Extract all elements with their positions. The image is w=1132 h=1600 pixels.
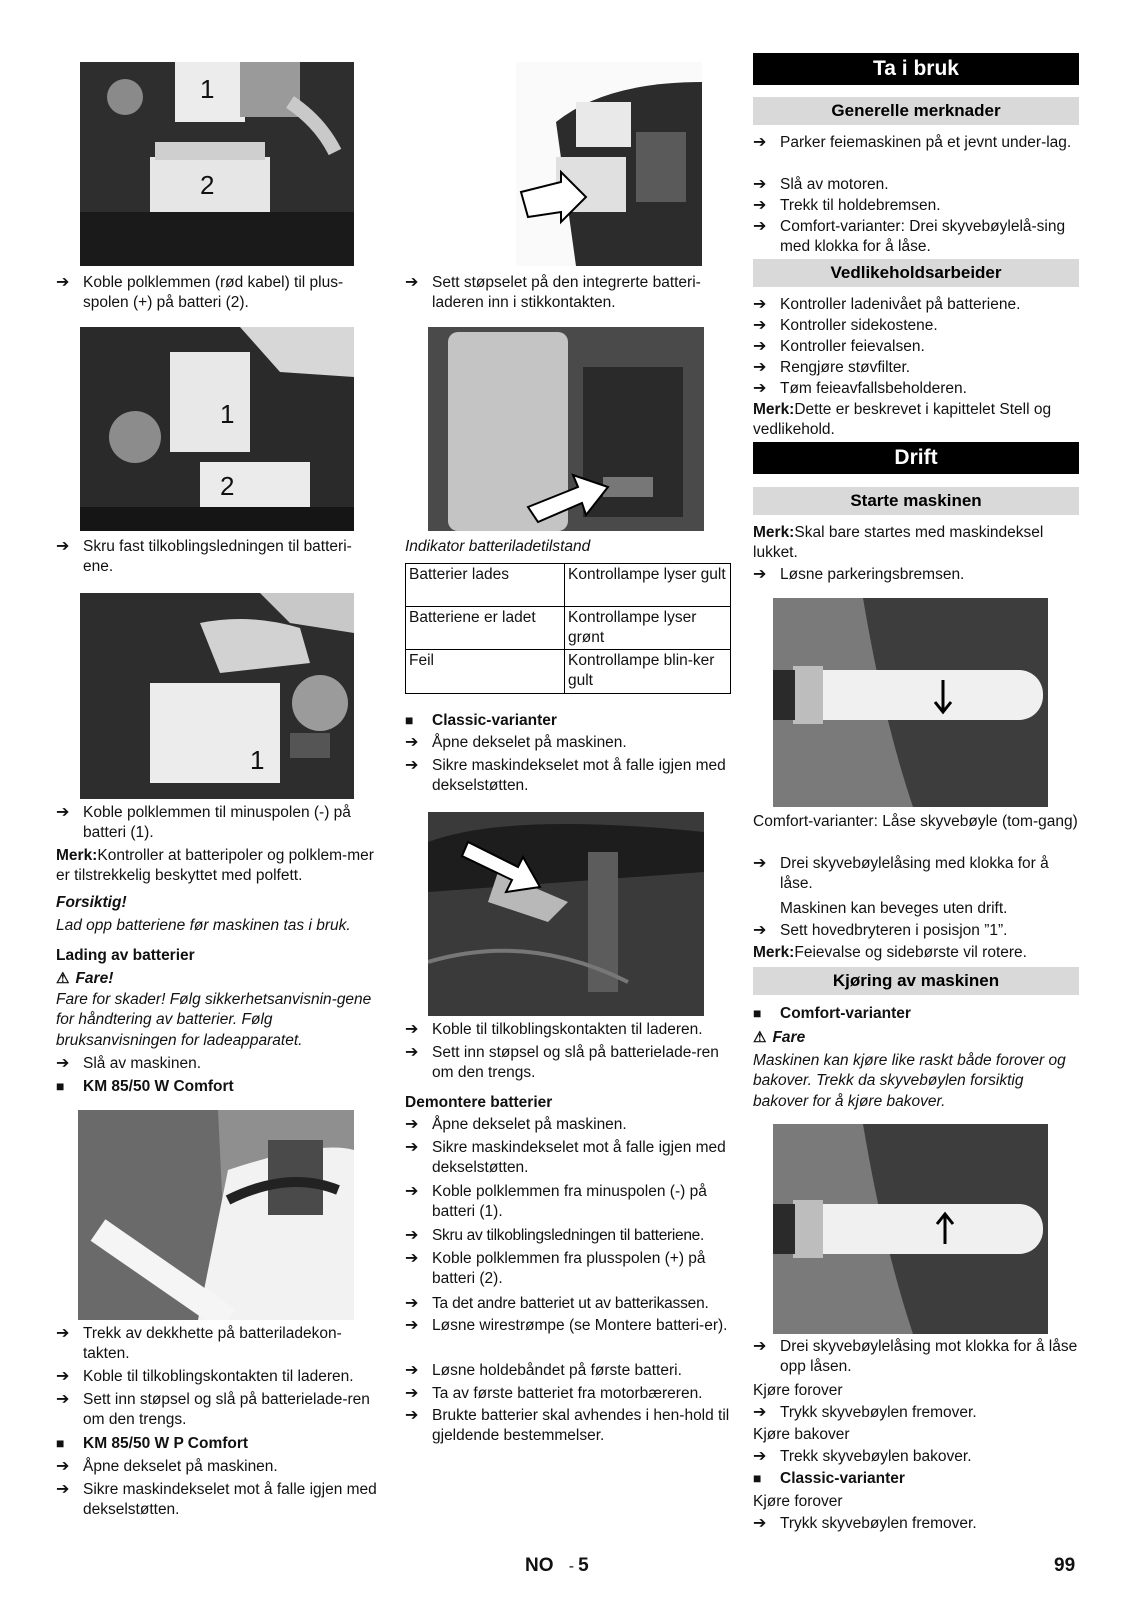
step: [56, 1390, 378, 1431]
caution-text: Lad opp batteriene før maskinen tas i bruk.: [56, 917, 351, 934]
variant-label: Classic-varianter: [780, 1470, 905, 1487]
section-heading: Lading av batterier: [56, 947, 195, 964]
arrow-right-icon: ➔: [56, 274, 70, 291]
variant-label: KM 85/50 W Comfort: [83, 1078, 234, 1095]
fig2-label-1: 1: [220, 399, 235, 429]
warning-triangle-icon: ⚠: [753, 1029, 767, 1047]
step-text: Brukte batterier skal avhendes i hen-hold til gjeldende bestemmelser.: [432, 1407, 730, 1445]
step-text: Åpne dekselet på maskinen.: [432, 734, 627, 751]
arrow-right-icon: ➔: [753, 359, 767, 376]
drive-forward-label: Kjøre forover: [753, 1493, 843, 1510]
variant-bullet: [753, 1469, 1079, 1489]
note-label: Merk:: [753, 524, 795, 541]
arrow-right-icon: ➔: [753, 1338, 767, 1355]
step-text: Trykk skyvebøylen fremover.: [780, 1404, 977, 1421]
drive-backward-label: Kjøre bakover: [753, 1426, 850, 1443]
step: [405, 756, 731, 797]
step: [405, 1361, 731, 1381]
subsection-title-bar: Starte maskinen: [753, 487, 1079, 515]
arrow-right-icon: ➔: [405, 1317, 419, 1334]
note: [753, 400, 1079, 441]
step-text: Kontroller sidekostene.: [780, 317, 938, 334]
arrow-right-icon: ➔: [56, 1325, 70, 1342]
step-text: Drei skyvebøylelåsing mot klokka for å låse opp låsen.: [780, 1338, 1078, 1376]
arrow-right-icon: ➔: [405, 1044, 419, 1061]
footer-lang-code: NO: [525, 1555, 554, 1576]
step-text: Sett inn støpsel og slå på batterielade-ren om den trengs.: [83, 1391, 370, 1429]
step-text: Koble polklemmen fra minuspolen (-) på batteri (1).: [432, 1183, 707, 1221]
note-label: Merk:: [753, 944, 795, 961]
arrow-right-icon: ➔: [405, 1362, 419, 1379]
step: [753, 379, 1079, 399]
arrow-right-icon: ➔: [753, 566, 767, 583]
square-bullet-icon: ■: [753, 1470, 762, 1486]
danger-title-row: [753, 1028, 805, 1048]
step-text: Ta det andre batteriet ut av batterikassen.: [432, 1295, 709, 1312]
step: [56, 1367, 378, 1387]
fig1-label-1: 1: [200, 74, 215, 104]
danger-title: Fare!: [75, 970, 114, 987]
table-cell: Kontrollampe blin-ker gult: [565, 650, 731, 693]
arrow-right-icon: ➔: [405, 1250, 419, 1267]
table-cell: Kontrollampe lyser gult: [565, 564, 731, 607]
fig3-label-1: 1: [250, 745, 265, 775]
step: [405, 1406, 731, 1447]
arrow-right-icon: ➔: [753, 338, 767, 355]
step: [753, 217, 1079, 258]
step-text: Koble polklemmen (rød kabel) til plus-spolen (+) på batteri (2).: [83, 274, 344, 312]
footer-separator: -: [568, 1558, 575, 1575]
note-text: Feievalse og sidebørste vil rotere.: [794, 944, 1027, 961]
step-text: Trykk skyvebøylen fremover.: [780, 1515, 977, 1532]
arrow-right-icon: ➔: [405, 1021, 419, 1038]
charge-indicator-table: [405, 563, 731, 694]
arrow-right-icon: ➔: [753, 1448, 767, 1465]
table-row: [406, 564, 731, 607]
step: [56, 1480, 378, 1521]
danger-title: Fare: [772, 1029, 806, 1046]
section-title-bar: Drift: [753, 442, 1079, 474]
step: [753, 295, 1079, 315]
photo-push-handle-unlock: [773, 1124, 1048, 1334]
step: [405, 1226, 731, 1246]
arrow-right-icon: ➔: [753, 296, 767, 313]
step-text: Rengjøre støvfilter.: [780, 359, 911, 376]
arrow-right-icon: ➔: [405, 1407, 419, 1424]
step-text: Sikre maskindekselet mot å falle igjen med dekselstøtten.: [83, 1481, 377, 1519]
photo-classic-charger-connector: [428, 812, 704, 1016]
step: [753, 337, 1079, 357]
photo-battery-minus-terminal: [80, 593, 354, 799]
step-text: Trekk skyvebøylen bakover.: [780, 1448, 972, 1465]
danger-text: Fare for skader! Følg sikkerhetsanvisnin-gene for håndtering av batterier. Følg bruksanvisningen for ladeapparatet.: [56, 991, 372, 1049]
photo-integrated-charger: [516, 62, 702, 266]
step-text: Koble til tilkoblingskontakten til laderen.: [83, 1368, 354, 1385]
step: [56, 273, 378, 314]
table-caption: Indikator batteriladetilstand: [405, 538, 591, 555]
danger-title-row: [56, 969, 113, 989]
note-text: Dette er beskrevet i kapittelet Stell og vedlikehold.: [753, 401, 1052, 439]
photo-battery-plus-terminal: [80, 62, 354, 266]
variant-label: KM 85/50 W P Comfort: [83, 1435, 249, 1452]
step: [405, 1249, 731, 1290]
note-label: Merk:: [753, 401, 795, 418]
footer-lang: [525, 1553, 589, 1578]
step: [753, 133, 1079, 153]
step-text: Kontroller ladenivået på batteriene.: [780, 296, 1021, 313]
subsection-title-bar: Generelle merknader: [753, 97, 1079, 125]
arrow-right-icon: ➔: [753, 317, 767, 334]
arrow-right-icon: ➔: [405, 1227, 419, 1244]
photo-charger-socket: [78, 1110, 354, 1320]
step: [405, 1043, 731, 1084]
page-number: 99: [1054, 1555, 1076, 1576]
step-text: Kontroller feievalsen.: [780, 338, 925, 355]
comfort-lock-text: Comfort-varianter: Låse skyvebøyle (tom-gang): [753, 813, 1078, 830]
arrow-right-icon: ➔: [753, 197, 767, 214]
step-text: Skru fast tilkoblingsledningen til batteri-ene.: [83, 538, 352, 576]
step: [405, 1138, 731, 1179]
photo-push-handle-lock: [773, 598, 1048, 807]
step-text: Skru av tilkoblingsledningen til batteriene.: [432, 1227, 704, 1244]
drive-forward-label: Kjøre forover: [753, 1382, 843, 1399]
step: [753, 196, 1079, 216]
arrow-right-icon: ➔: [405, 1116, 419, 1133]
subsection-title-bar: Vedlikeholdsarbeider: [753, 259, 1079, 287]
note: [56, 846, 378, 887]
step: [56, 803, 378, 844]
variant-label: Comfort-varianter: [780, 1005, 911, 1022]
step-text: Koble til tilkoblingskontakten til laderen.: [432, 1021, 703, 1038]
step-text: Løsne holdebåndet på første batteri.: [432, 1362, 682, 1379]
arrow-right-icon: ➔: [753, 1515, 767, 1532]
step-text: Åpne dekselet på maskinen.: [432, 1116, 627, 1133]
step-text: Slå av maskinen.: [83, 1055, 202, 1072]
variant-bullet: [56, 1434, 378, 1454]
arrow-right-icon: ➔: [753, 380, 767, 397]
arrow-right-icon: ➔: [405, 757, 419, 774]
step: [753, 1337, 1079, 1378]
step: [753, 854, 1079, 895]
fig1-label-2: 2: [200, 170, 215, 200]
step-text: Løsne parkeringsbremsen.: [780, 566, 965, 583]
step-text: Ta av første batteriet fra motorbæreren.: [432, 1385, 703, 1402]
arrow-right-icon: ➔: [56, 1391, 70, 1408]
caution-title: Forsiktig!: [56, 894, 127, 911]
step-text: Sikre maskindekselet mot å falle igjen med dekselstøtten.: [432, 1139, 726, 1177]
step-text: Drei skyvebøylelåsing med klokka for å låse.: [780, 855, 1049, 893]
arrow-right-icon: ➔: [405, 1385, 419, 1402]
table-row: [406, 607, 731, 650]
arrow-right-icon: ➔: [405, 274, 419, 291]
arrow-right-icon: ➔: [56, 804, 70, 821]
section-title-bar: Ta i bruk: [753, 53, 1079, 85]
step: [405, 1384, 731, 1404]
step: [753, 921, 1079, 941]
arrow-right-icon: ➔: [753, 855, 767, 872]
note-label: Merk:: [56, 847, 98, 864]
warning-triangle-icon: ⚠: [56, 970, 70, 988]
step-result: Maskinen kan beveges uten drift.: [780, 900, 1008, 917]
arrow-right-icon: ➔: [405, 1183, 419, 1200]
step-text: Trekk til holdebremsen.: [780, 197, 941, 214]
square-bullet-icon: ■: [56, 1435, 65, 1451]
table-row: [406, 650, 731, 693]
note: [753, 523, 1079, 564]
subsection-title-bar: Kjøring av maskinen: [753, 967, 1079, 995]
table-cell: Batteriene er ladet: [406, 607, 565, 650]
note: [753, 943, 1079, 963]
step: [753, 1447, 1079, 1467]
arrow-right-icon: ➔: [56, 538, 70, 555]
table-cell: Kontrollampe lyser grønt: [565, 607, 731, 650]
step-text: Åpne dekselet på maskinen.: [83, 1458, 278, 1475]
table-cell: Batterier lades: [406, 564, 565, 607]
step: [56, 1054, 378, 1074]
section-heading: Demontere batterier: [405, 1094, 553, 1111]
step-text: Tøm feieavfallsbeholderen.: [780, 380, 967, 397]
step-text: Sett inn støpsel og slå på batterielade-ren om den trengs.: [432, 1044, 719, 1082]
step-text: Sikre maskindekselet mot å falle igjen med dekselstøtten.: [432, 757, 726, 795]
arrow-right-icon: ➔: [56, 1481, 70, 1498]
step: [405, 733, 731, 753]
step-text: Koble polklemmen fra plusspolen (+) på batteri (2).: [432, 1250, 706, 1288]
step: [405, 1316, 731, 1336]
arrow-right-icon: ➔: [753, 922, 767, 939]
photo-battery-compartment: [80, 327, 354, 531]
step-text: Slå av motoren.: [780, 176, 889, 193]
arrow-right-icon: ➔: [753, 176, 767, 193]
square-bullet-icon: ■: [56, 1078, 65, 1094]
step: [753, 316, 1079, 336]
step: [753, 565, 1079, 585]
step-text: Trekk av dekkhette på batteriladekon-takten.: [83, 1325, 342, 1363]
arrow-right-icon: ➔: [56, 1368, 70, 1385]
note-text: Skal bare startes med maskindeksel lukket.: [753, 524, 1044, 562]
square-bullet-icon: ■: [753, 1005, 762, 1021]
danger-text: Maskinen kan kjøre like raskt både forover og bakover. Trekk da skyvebøylen forsiktig bakover for å kjøre bakover.: [753, 1052, 1066, 1110]
step: [405, 1115, 731, 1135]
step: [753, 1403, 1079, 1423]
step: [753, 358, 1079, 378]
step: [56, 1324, 378, 1365]
step: [753, 175, 1079, 195]
variant-bullet: [405, 711, 731, 731]
step-text: Løsne wirestrømpe (se Montere batteri-er).: [432, 1317, 728, 1334]
footer-section-number: 5: [578, 1555, 589, 1576]
arrow-right-icon: ➔: [753, 1404, 767, 1421]
arrow-right-icon: ➔: [56, 1458, 70, 1475]
step: [56, 537, 378, 578]
variant-bullet: [753, 1004, 1079, 1024]
arrow-right-icon: ➔: [405, 1295, 419, 1312]
arrow-right-icon: ➔: [405, 1139, 419, 1156]
arrow-right-icon: ➔: [753, 134, 767, 151]
step: [753, 1514, 1079, 1534]
step: [56, 1457, 378, 1477]
step: [405, 1294, 731, 1314]
step-text: Sett hovedbryteren i posisjon ”1”.: [780, 922, 1008, 939]
variant-bullet: [56, 1077, 378, 1097]
fig2-label-2: 2: [220, 471, 235, 501]
step-text: Comfort-varianter: Drei skyvebøylelå-sing med klokka for å låse.: [780, 218, 1066, 256]
step: [405, 273, 731, 314]
arrow-right-icon: ➔: [56, 1055, 70, 1072]
step-text: Parker feiemaskinen på et jevnt under-lag.: [780, 134, 1072, 151]
table-cell: Feil: [406, 650, 565, 693]
note-text: Kontroller at batteripoler og polklem-mer er tilstrekkelig beskyttet med polfett.: [56, 847, 374, 885]
arrow-right-icon: ➔: [753, 218, 767, 235]
photo-charger-indicator: [428, 327, 704, 531]
square-bullet-icon: ■: [405, 712, 414, 728]
arrow-right-icon: ➔: [405, 734, 419, 751]
step: [405, 1182, 731, 1223]
variant-label: Classic-varianter: [432, 712, 557, 729]
step-text: Sett støpselet på den integrerte batteri-laderen inn i stikkontakten.: [432, 274, 701, 312]
step-text: Koble polklemmen til minuspolen (-) på batteri (1).: [83, 804, 351, 842]
step: [405, 1020, 731, 1040]
